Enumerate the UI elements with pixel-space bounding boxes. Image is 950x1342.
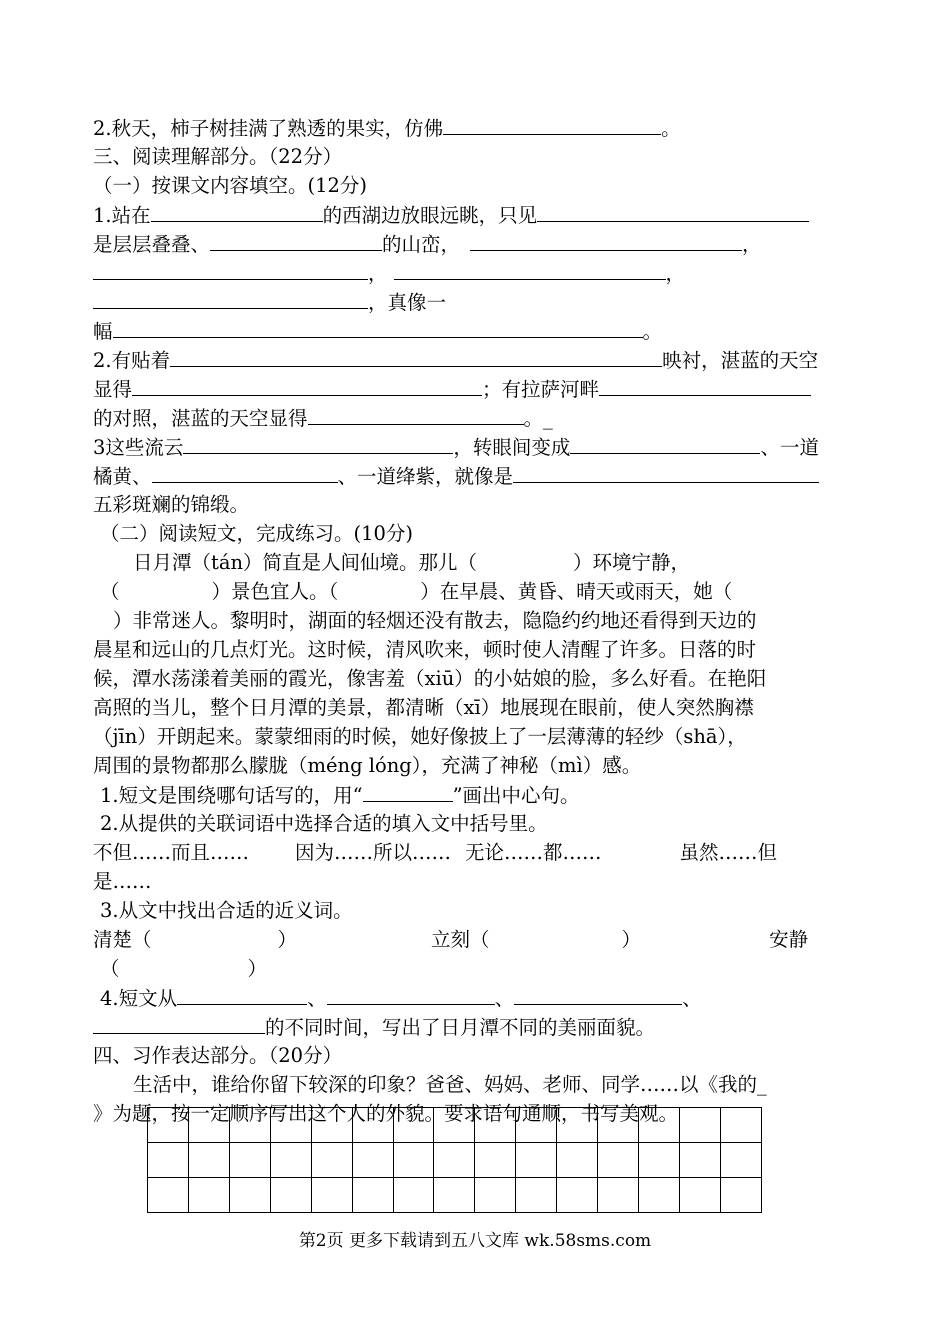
fill2-line3: 的对照，湛蓝的天空显得 。_ (93, 404, 853, 432)
part1-heading: （一）按课文内容填空。(12分) (93, 174, 368, 197)
fill1-line5: 幅 。 (93, 317, 853, 345)
passage-line7: （jīn）开朗起来。蒙蒙细雨的时候，她好像披上了一层薄薄的轻纱（shā）， (93, 725, 747, 748)
answer-blank[interactable] (151, 201, 323, 222)
answer-blank[interactable] (177, 984, 307, 1005)
page-footer: 第2页 更多下载请到五八文库 wk.58sms.com (298, 1231, 652, 1251)
grid-row (148, 1178, 762, 1213)
fill2-line2: 显得 ；有拉萨河畔 (93, 375, 853, 403)
passage-line6: 高照的当儿，整个日月潭的美景，都清晰（xī）地展现在眼前，使人突然胸襟 (93, 696, 754, 719)
question-autumn: 2.秋天，柿子树挂满了熟透的果实，仿佛 。 (93, 114, 853, 142)
conjunction-options: 不但……而且…… 因为……所以…… 无论……都…… 虽然……但 (93, 841, 778, 864)
fill1-line3: ， ， (93, 259, 853, 287)
answer-blank[interactable] (363, 781, 453, 802)
answer-blank[interactable] (394, 259, 666, 280)
answer-blank[interactable] (183, 433, 453, 454)
answer-blank[interactable] (470, 230, 742, 251)
section3-heading: 三、阅读理解部分。（22分） (93, 145, 343, 168)
answer-blank[interactable] (308, 404, 524, 425)
fill1-line1: 1.站在 的西湖边放眼远眺，只见 (93, 201, 853, 229)
answer-blank[interactable] (93, 1013, 265, 1034)
exercise-4: 4.短文从 、 、 、 (100, 984, 860, 1012)
answer-blank[interactable] (514, 984, 682, 1005)
passage-line3: ）非常迷人。黎明时，湖面的轻烟还没有散去，隐隐约约地还看得到天边的 (113, 609, 757, 632)
passage-line4: 晨星和远山的几点灯光。这时候，清风吹来，顿时使人清醒了许多。日落的时 (93, 638, 757, 661)
passage-line5: 候，潭水荡漾着美丽的霞光，像害羞（xiū）的小姑娘的脸，多么好看。在艳阳 (93, 667, 767, 690)
grid-row (148, 1108, 762, 1143)
passage-line1: 日月潭（tán）简直是人间仙境。那儿（ ）环境宁静， (133, 551, 691, 574)
fill2-line1: 2.有贴着 映衬，湛蓝的天空 (93, 346, 853, 374)
answer-blank[interactable] (327, 984, 495, 1005)
answer-blank[interactable] (210, 230, 382, 251)
essay-prompt-line2: 》为题，按一定顺序写出这个人的外貌。要求语句通顺，书写美观。 (93, 1102, 679, 1125)
section4-heading: 四、习作表达部分。（20分） (93, 1044, 343, 1067)
fill1-line2: 是层层叠叠、 的山峦， ， (93, 230, 853, 258)
answer-blank[interactable] (152, 462, 338, 483)
answer-blank[interactable] (93, 288, 368, 309)
passage-line8: 周围的景物都那么朦胧（méng lóng），充满了神秘（mì）感。 (93, 754, 642, 777)
part2-heading: （二）阅读短文，完成练习。(10分) (100, 522, 414, 545)
conjunction-options-cont: 是…… (93, 870, 152, 893)
answer-blank[interactable] (132, 375, 482, 396)
exercise-4-cont: 的不同时间，写出了日月潭不同的美丽面貌。 (93, 1013, 853, 1041)
fill3-line2: 橘黄、 、一道绛紫，就像是 (93, 462, 853, 490)
writing-grid[interactable] (147, 1107, 762, 1213)
synonym-line: 清楚（ ） 立刻（ ） 安静 (93, 928, 809, 951)
exercise-2: 2.从提供的关联词语中选择合适的填入文中括号里。 (100, 812, 548, 835)
answer-blank[interactable] (93, 259, 368, 280)
answer-blank[interactable] (443, 114, 661, 135)
answer-blank[interactable] (537, 201, 809, 222)
answer-blank[interactable] (513, 462, 819, 483)
fill3-line3: 五彩斑斓的锦缎。 (93, 493, 250, 516)
exercise-1: 1.短文是围绕哪句话写的，用“ ”画出中心句。 (100, 781, 860, 809)
answer-blank[interactable] (599, 375, 811, 396)
exercise-3: 3.从文中找出合适的近义词。 (100, 899, 353, 922)
essay-prompt-line1: 生活中，谁给你留下较深的印象？爸爸、妈妈、老师、同学……以《我的_ (133, 1073, 767, 1096)
synonym-line-cont: （ ） (100, 957, 268, 980)
answer-blank[interactable] (170, 346, 662, 367)
grid-row (148, 1143, 762, 1178)
passage-line2: （ ）景色宜人。（ ）在早晨、黄昏、晴天或雨天，她（ (100, 580, 733, 603)
fill3-line1: 3这些流云 ，转眼间变成 、一道 (93, 433, 853, 461)
answer-blank[interactable] (570, 433, 760, 454)
answer-blank[interactable] (113, 317, 643, 338)
fill1-line4: ，真像一 (93, 288, 853, 316)
